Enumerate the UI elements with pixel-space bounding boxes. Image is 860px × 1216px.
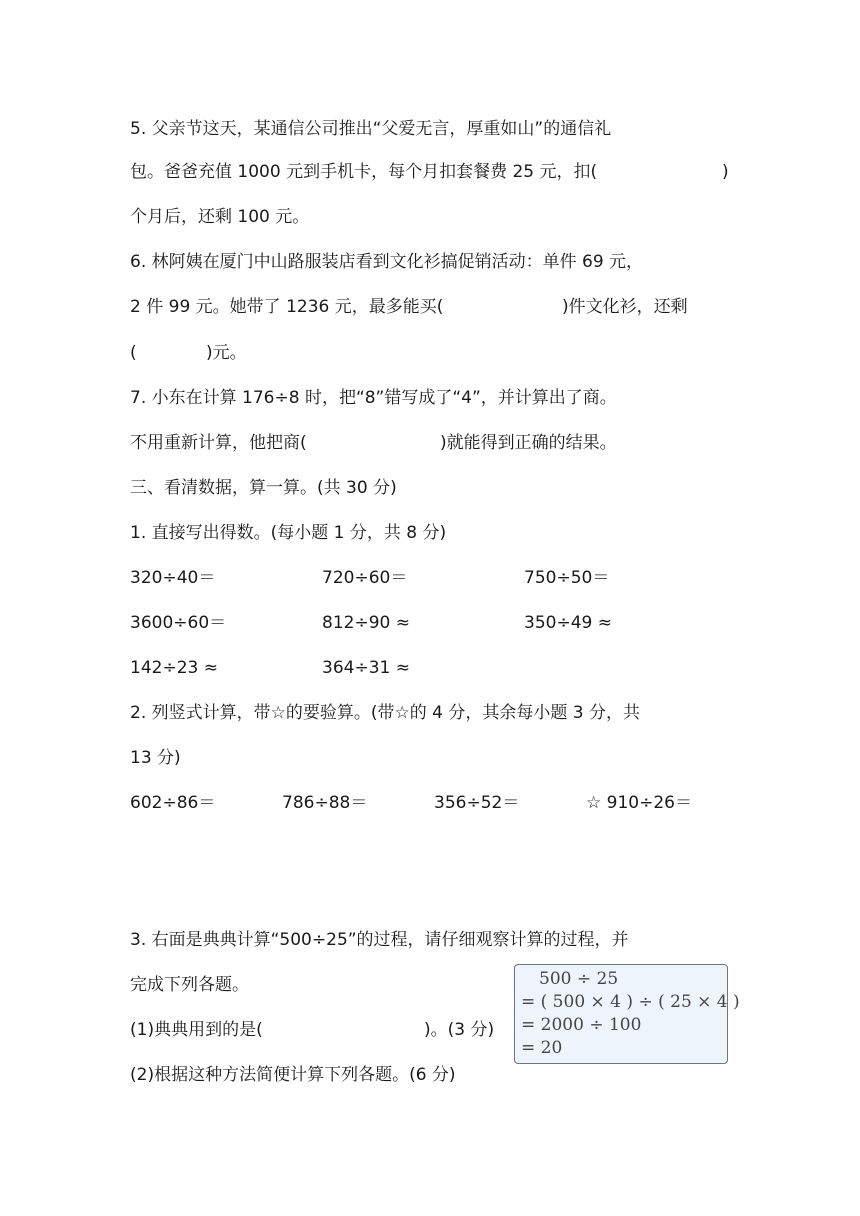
section3-title: 三、看清数据，算一算。(共 30 分)	[130, 478, 397, 498]
part1-item: 350÷49 ≈	[524, 613, 612, 633]
q5-line3: 个月后，还剩 100 元。	[130, 207, 310, 227]
q6-line3	[0, 341, 860, 365]
part1-row-2	[0, 611, 860, 635]
q6-line3-tail: )元。	[206, 343, 247, 363]
q7-line2	[0, 431, 860, 455]
part2-item: 356÷52＝	[434, 793, 520, 813]
part1-item: 812÷90 ≈	[322, 613, 410, 633]
q6-line3-open-paren: (	[130, 343, 137, 363]
q7-line1: 7. 小东在计算 176÷8 时，把“8”错写成了“4”，并计算出了商。	[130, 388, 617, 408]
calculation-process-box	[514, 964, 740, 1064]
process-step-4: = 20	[521, 1038, 563, 1058]
part2-item: 786÷88＝	[282, 793, 368, 813]
part3-sub2: (2)根据这种方法简便计算下列各题。(6 分)	[130, 1065, 456, 1085]
q6-line2	[0, 295, 860, 319]
process-step-1: 500 ÷ 25	[539, 969, 619, 989]
part2-item-starred: ☆ 910÷26＝	[586, 793, 692, 813]
part1-item: 320÷40＝	[130, 568, 216, 588]
part2-title-line2: 13 分)	[130, 748, 181, 768]
part1-title: 1. 直接写出得数。(每小题 1 分，共 8 分)	[130, 523, 447, 543]
part1-row-3	[0, 656, 860, 680]
part1-item: 750÷50＝	[524, 568, 610, 588]
part3-sub1	[0, 1018, 860, 1042]
part1-row-1	[0, 566, 860, 590]
q6-line1: 6. 林阿姨在厦门中山路服装店看到文化衫搞促销活动：单件 69 元，	[130, 252, 644, 272]
q5-line2-text: 包。爸爸充值 1000 元到手机卡，每个月扣套餐费 25 元，扣(	[130, 162, 598, 182]
part1-item: 142÷23 ≈	[130, 658, 218, 678]
part2-title-line1: 2. 列竖式计算，带☆的要验算。(带☆的 4 分，其余每小题 3 分，共	[130, 703, 640, 723]
part2-items	[0, 791, 860, 815]
part3-line2: 完成下列各题。	[130, 975, 249, 995]
part1-item: 720÷60＝	[322, 568, 408, 588]
q6-line2-text: 2 件 99 元。她带了 1236 元，最多能买(	[130, 297, 444, 317]
part2-item: 602÷86＝	[130, 793, 216, 813]
part3-sub1-tail: )。(3 分)	[424, 1020, 495, 1040]
q5-line2	[0, 160, 860, 184]
part3-line1: 3. 右面是典典计算“500÷25”的过程，请仔细观察计算的过程，并	[130, 930, 629, 950]
process-step-2: = ( 500 × 4 ) ÷ ( 25 × 4 )	[521, 992, 740, 1012]
q6-line2-tail: )件文化衫，还剩	[562, 297, 688, 317]
part1-item: 3600÷60＝	[130, 613, 227, 633]
q5-line1: 5. 父亲节这天，某通信公司推出“父爱无言，厚重如山”的通信礼	[130, 119, 612, 139]
part3-sub1-text: (1)典典用到的是(	[130, 1020, 263, 1040]
process-step-3: = 2000 ÷ 100	[521, 1015, 642, 1035]
q5-answer-close-paren: )	[722, 162, 729, 182]
q7-line2-tail: )就能得到正确的结果。	[440, 433, 617, 453]
part1-item: 364÷31 ≈	[322, 658, 410, 678]
q7-line2-text: 不用重新计算，他把商(	[130, 433, 307, 453]
